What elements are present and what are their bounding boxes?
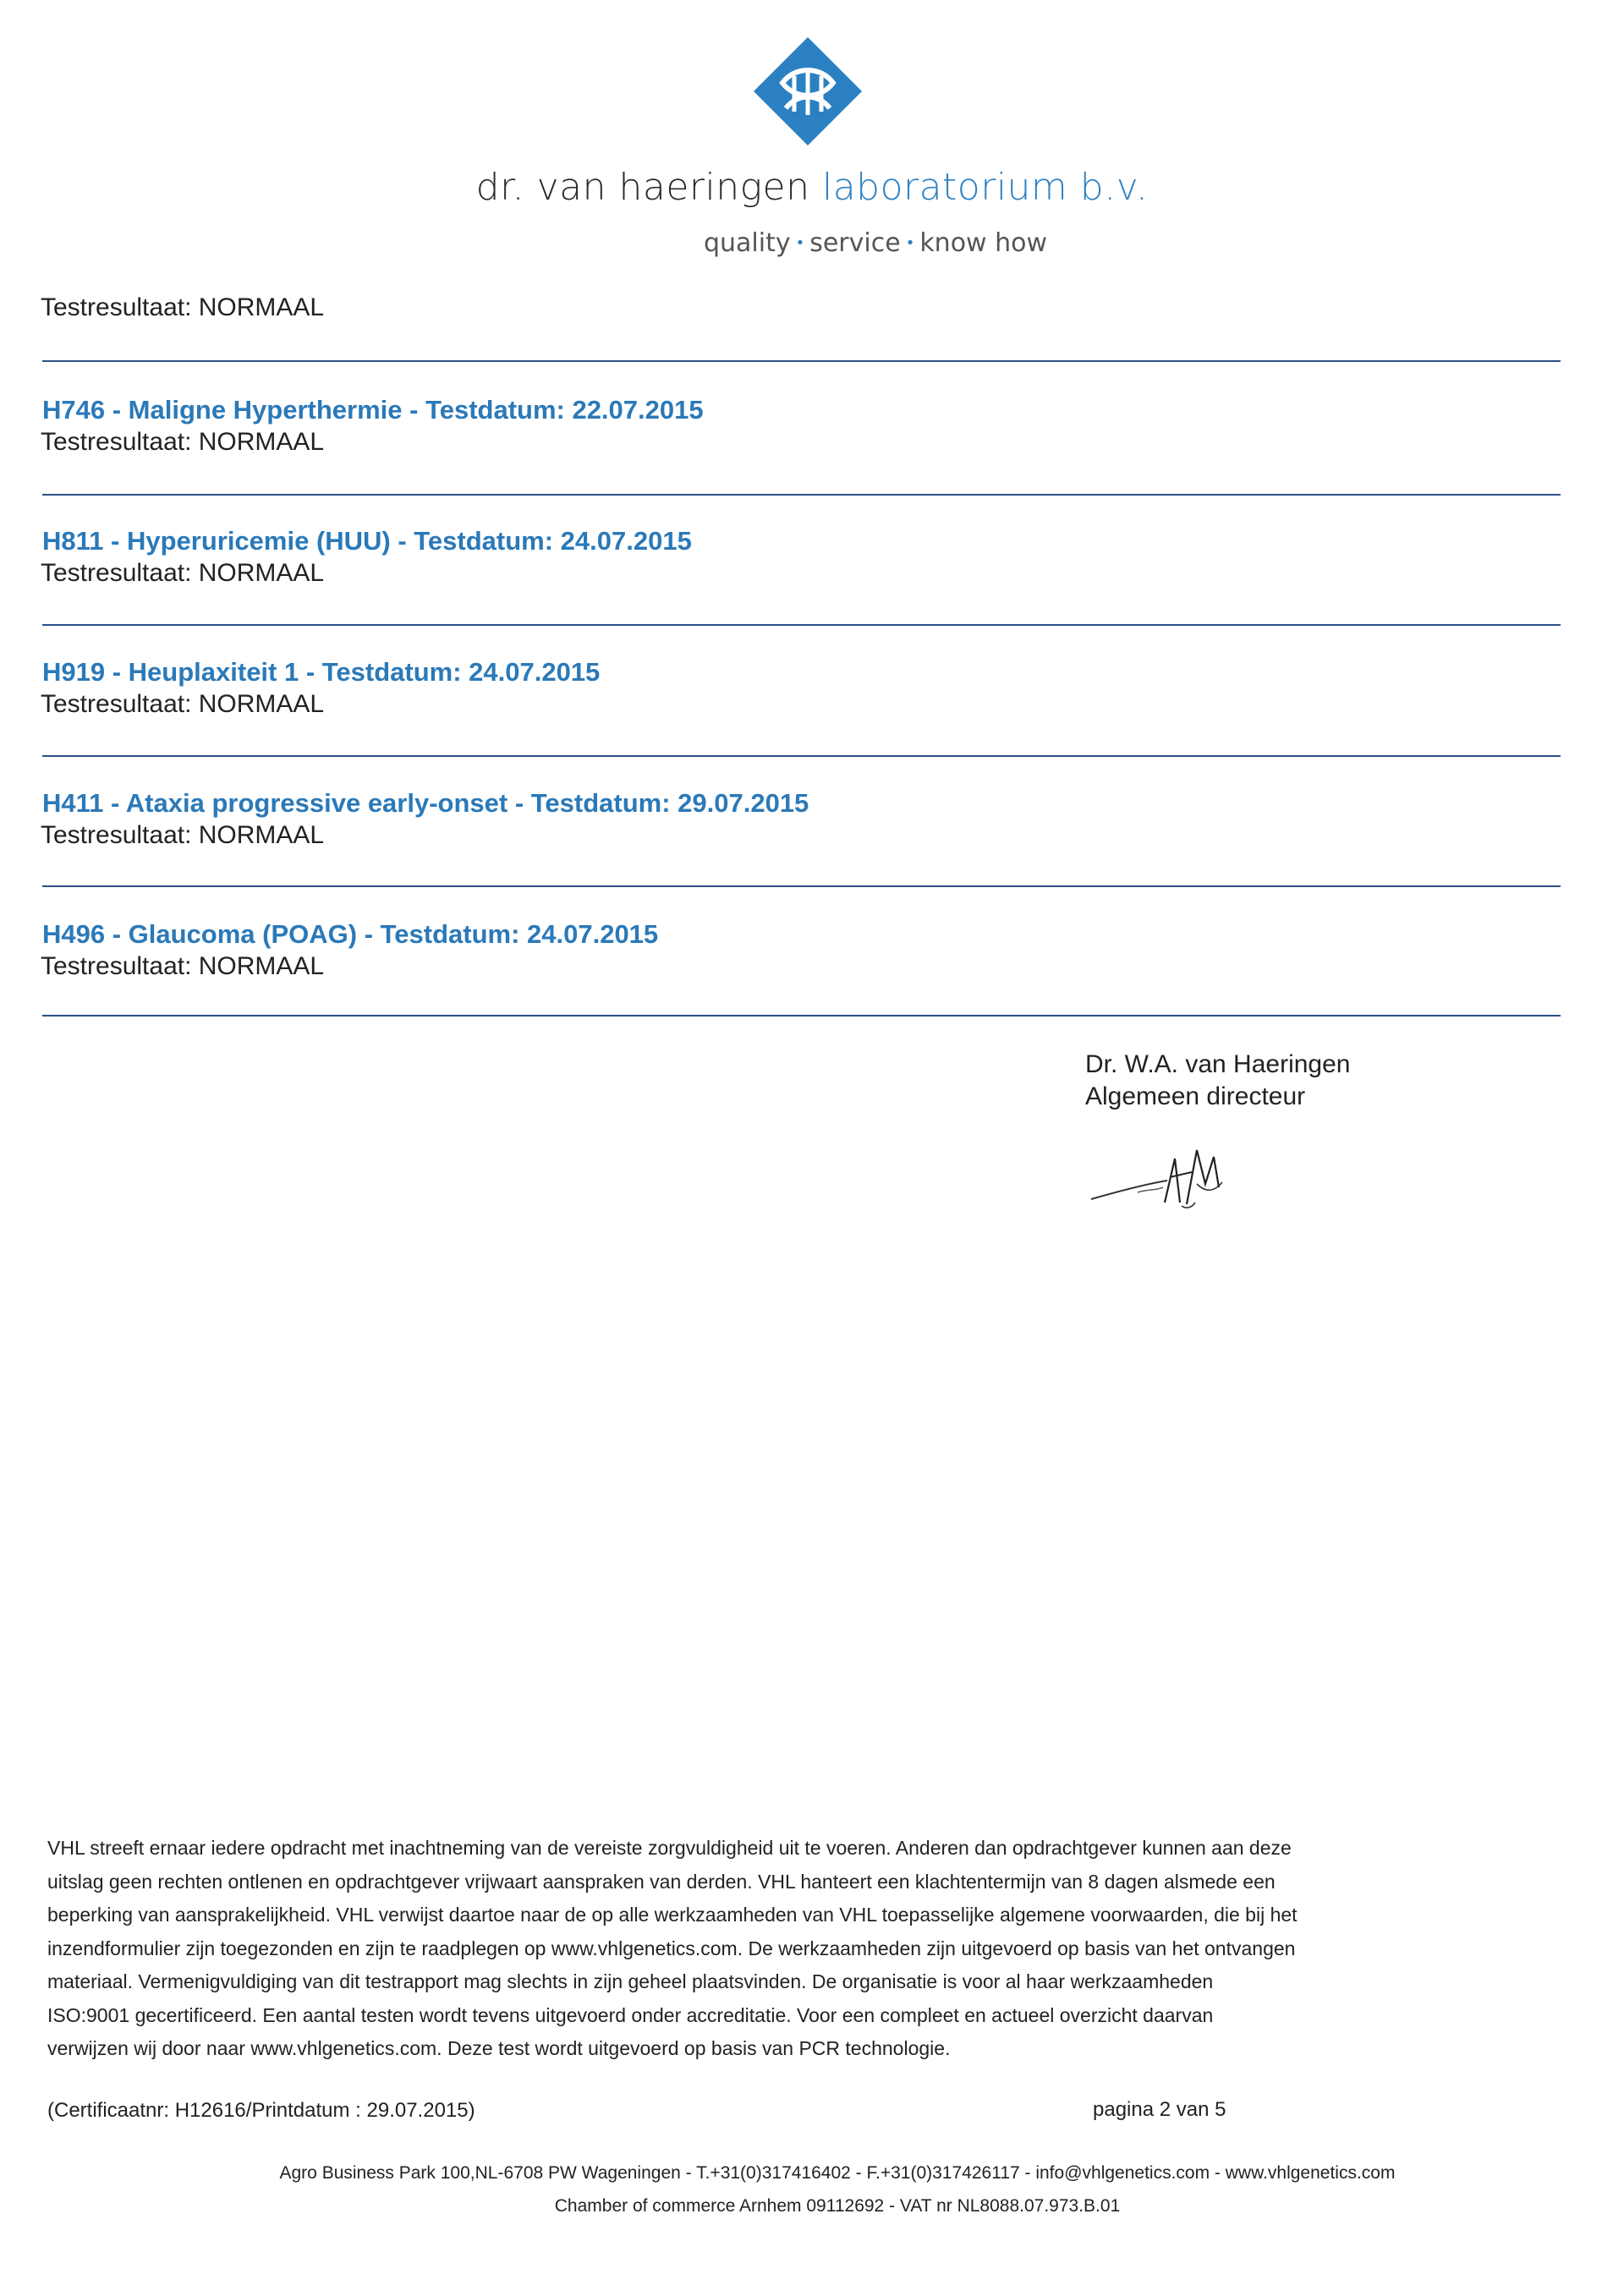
- test-result: Testresultaat: NORMAAL: [41, 690, 325, 718]
- tagline-know-how: know how: [919, 228, 1048, 258]
- test-title: H746 - Maligne Hyperthermie - Testdatum: 22.07.2015: [42, 395, 704, 425]
- test-title: H496 - Glaucoma (POAG) - Testdatum: 24.07.2015: [42, 919, 659, 949]
- signatory-role: Algemeen directeur: [1085, 1082, 1306, 1110]
- lab-tagline: [0, 228, 1624, 258]
- certificate-number: (Certificaatnr: H12616/Printdatum : 29.07.2015): [47, 2099, 475, 2122]
- test-result: Testresultaat: NORMAAL: [41, 559, 325, 587]
- disclaimer-line: VHL streeft ernaar iedere opdracht met inachtneming van de vereiste zorgvuldigheid uit te voeren. Anderen dan opdrachtgever kunnen aan deze: [47, 1837, 1292, 1859]
- test-title: H411 - Ataxia progressive early-onset - Testdatum: 29.07.2015: [42, 788, 809, 818]
- disclaimer-line: ISO:9001 gecertificeerd. Een aantal testen wordt tevens uitgevoerd onder accreditatie. Voor een compleet en actueel overzicht daarvan: [47, 2003, 1214, 2026]
- signatory-name: Dr. W.A. van Haeringen: [1085, 1050, 1351, 1078]
- lab-name-accent: laboratorium b.v.: [821, 166, 1149, 209]
- handwritten-signature: [1087, 1125, 1239, 1218]
- section-divider: [42, 1015, 1561, 1016]
- disclaimer-line: materiaal. Vermenigvuldiging van dit testrapport mag slechts in zijn geheel plaatsvinden. De organisatie is voor al haar werkzaamheden: [47, 1970, 1214, 1992]
- section-divider: [42, 885, 1561, 887]
- disclaimer-line: inzendformulier zijn toegezonden en zijn te raadplegen op www.vhlgenetics.com. De werkzaamheden zijn uitgevoerd op basis van het ontvangen: [47, 1937, 1296, 1959]
- test-title: H811 - Hyperuricemie (HUU) - Testdatum: 24.07.2015: [42, 526, 692, 556]
- lab-logo-icon: [749, 34, 867, 152]
- disclaimer-text: [47, 1832, 1435, 2066]
- disclaimer-line: uitslag geen rechten ontlenen en opdrachtgever vrijwaart aanspraken van derden. VHL hanteert een klachtentermijn van 8 dagen alsmede een: [47, 1870, 1276, 1893]
- test-result: Testresultaat: NORMAAL: [41, 428, 325, 456]
- section-divider: [42, 755, 1561, 757]
- section-divider: [42, 494, 1561, 496]
- tagline-separator-dot: •: [795, 234, 805, 252]
- tagline-quality: quality: [703, 228, 791, 258]
- section-divider: [42, 360, 1561, 362]
- page-number: pagina 2 van 5: [1093, 2098, 1226, 2121]
- tagline-service: service: [809, 228, 901, 258]
- disclaimer-line: verwijzen wij door naar www.vhlgenetics.com. Deze test wordt uitgevoerd op basis van PCR technologie.: [47, 2037, 951, 2059]
- test-title: H919 - Heuplaxiteit 1 - Testdatum: 24.07.2015: [42, 657, 601, 687]
- section-divider: [42, 624, 1561, 626]
- lab-name-main: dr. van haeringen: [475, 166, 822, 209]
- footer-registration: Chamber of commerce Arnhem 09112692 - VAT nr NL8088.07.973.B.01: [554, 2196, 1121, 2216]
- test-result-continued: Testresultaat: NORMAAL: [41, 293, 325, 321]
- disclaimer-line: beperking van aansprakelijkheid. VHL verwijst daartoe naar de op alle werkzaamheden van VHL toepasselijke algemene voorwaarden, die bij het: [47, 1904, 1298, 1926]
- tagline-separator-dot: •: [905, 234, 915, 252]
- test-result: Testresultaat: NORMAAL: [41, 952, 325, 980]
- lab-name: [0, 166, 1624, 209]
- test-result: Testresultaat: NORMAAL: [41, 821, 325, 849]
- footer-address: Agro Business Park 100,NL-6708 PW Wageningen - T.+31(0)317416402 - F.+31(0)317426117 - info@vhlgenetics.com - www.vhlgenetics.com: [279, 2163, 1396, 2183]
